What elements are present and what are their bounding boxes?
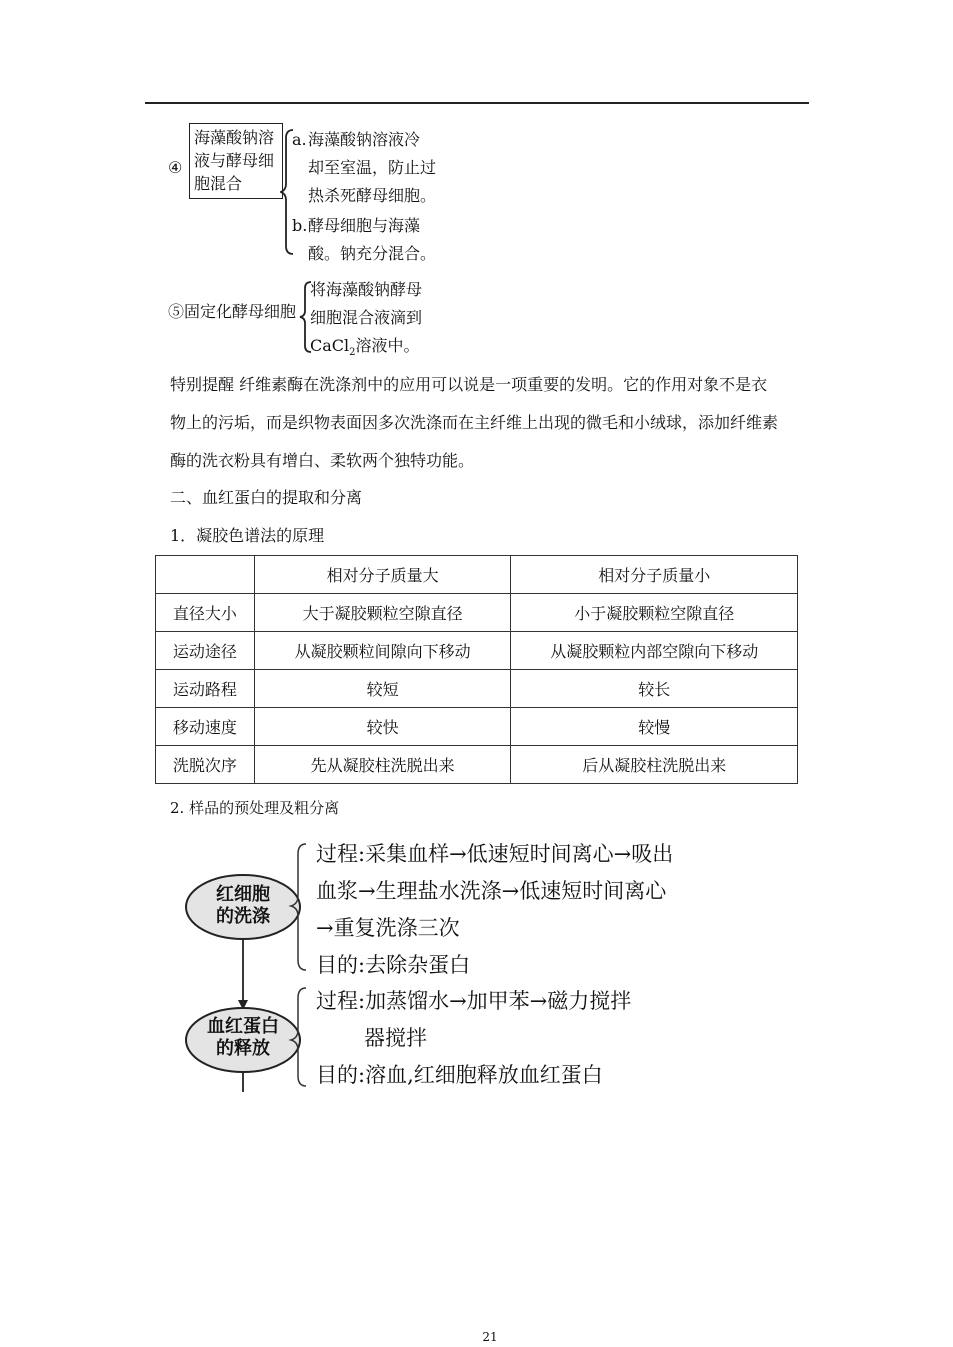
step4-number: ④ [168,158,183,177]
table-row [156,632,798,670]
table-cell: 相对分子质量小 [511,556,798,594]
step4-a-label: a. [292,130,307,149]
node1-label-line: 的洗涤 [216,906,270,927]
table-cell: 从凝胶颗粒间隙向下移动 [254,632,511,670]
step5-line-3 [310,332,422,367]
reminder-line: 酶的洗衣粉具有增白、柔软两个独特功能。 [170,451,475,470]
step4-b-line: 酵母细胞与海藻 [308,216,421,235]
step5-text [310,276,422,367]
table-cell: 相对分子质量大 [254,556,511,594]
table-row [156,708,798,746]
step5-line: 将海藻酸钠酵母 [310,280,423,299]
table-row [156,670,798,708]
flow-line: →重复洗涤三次 [316,916,460,940]
table-cell: 直径大小 [156,594,255,632]
step4-a-line: 热杀死酵母细胞。 [308,186,437,205]
reminder-line: 物上的污垢，而是织物表面因多次洗涤而在主纤维上出现的微毛和小绒球，添加纤维素 [170,413,779,432]
table-cell: 运动路程 [156,670,255,708]
step4-b-label: b. [292,216,308,235]
table-cell: 从凝胶颗粒内部空隙向下移动 [511,632,798,670]
table-cell: 较快 [254,708,511,746]
step4-box-line: 液与酵母细 [194,151,275,170]
table-cell: 移动速度 [156,708,255,746]
formula-text: CaCl [310,336,350,355]
step4-box-line: 胞混合 [194,174,243,193]
table-cell: 后从凝胶柱洗脱出来 [511,746,798,784]
subsection-title: 1．凝胶色谱法的原理 [170,526,325,545]
step4-box [189,123,283,199]
reminder-paragraph [170,366,810,480]
step5-label: ⑤固定化酵母细胞 [168,302,297,321]
step4-a-line: 却至室温，防止过 [308,158,437,177]
page-number: 21 [482,1330,498,1344]
table-header-row [156,556,798,594]
table-cell [156,556,255,594]
flow-line: 目的:溶血,红细胞释放血红蛋白 [316,1063,603,1087]
table-row [156,746,798,784]
flow-line: 过程:采集血样→低速短时间离心→吸出 [316,842,674,866]
node2-label-line: 血红蛋白 [207,1016,279,1037]
step5-line: 细胞混合液滴到 [310,308,423,327]
formula-subscript: 2 [349,347,356,359]
node1-label [186,884,300,928]
step5-line-end: 溶液中。 [355,336,420,355]
table-cell: 运动途径 [156,632,255,670]
flow-line: 器搅拌 [364,1026,427,1050]
node2-description [316,983,631,1094]
table-cell: 先从凝胶柱洗脱出来 [254,746,511,784]
step4-a-text [308,126,436,210]
flow-line: 血浆→生理盐水洗涤→低速短时间离心 [316,879,667,903]
subsection-title-2: 2. 样品的预处理及粗分离 [170,799,340,817]
flow-line: 目的:去除杂蛋白 [316,953,471,977]
table-cell: 大于凝胶颗粒空隙直径 [254,594,511,632]
step4-box-line: 海藻酸钠溶 [194,128,275,147]
table-cell: 洗脱次序 [156,746,255,784]
node2-label-line: 的释放 [216,1038,270,1059]
reminder-line: 特别提醒 纤维素酶在洗涤剂中的应用可以说是一项重要的发明。它的作用对象不是衣 [170,375,768,394]
step4-b-line: 酸。钠充分混合。 [308,244,437,263]
header-rule [145,102,809,104]
table-row [156,594,798,632]
section-title: 二、血红蛋白的提取和分离 [170,488,363,507]
node1-description [316,836,673,984]
table-cell: 较长 [511,670,798,708]
gel-chromatography-table [155,555,798,784]
node1-label-line: 红细胞 [216,884,270,905]
table-cell: 较慢 [511,708,798,746]
flow-line: 过程:加蒸馏水→加甲苯→磁力搅拌 [316,989,632,1013]
table-cell: 较短 [254,670,511,708]
node2-label [186,1016,300,1060]
table-cell: 小于凝胶颗粒空隙直径 [511,594,798,632]
step4-b-text [308,212,436,268]
step4-a-line: 海藻酸钠溶液冷 [308,130,421,149]
